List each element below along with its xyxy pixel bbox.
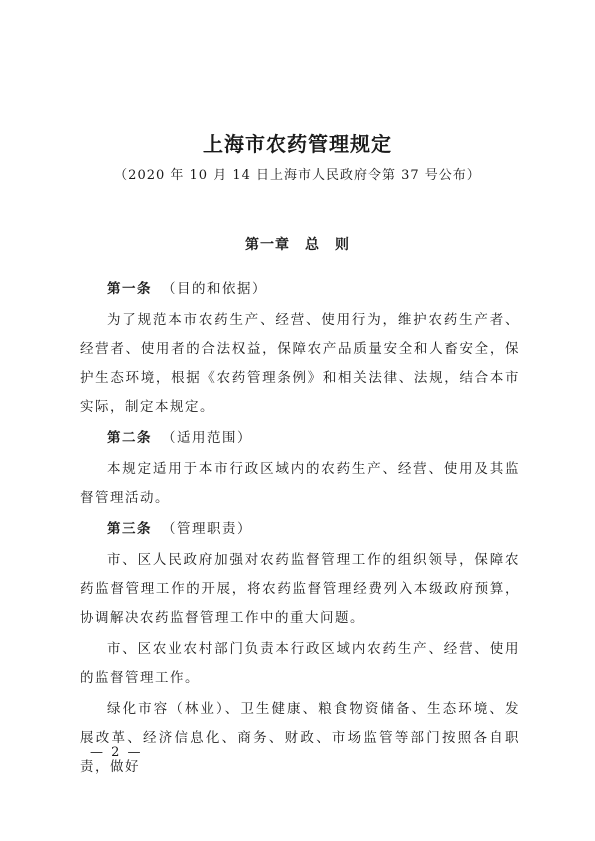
article-paragraph: 为了规范本市农药生产、经营、使用行为，维护农药生产者、经营者、使用者的合法权益，保障农产品质量安全和人畜安全，保护生态环境，根据《农药管理条例》和相关法律、法规，结合本市实际，制定本规定。 — [80, 312, 520, 415]
article-heading: （管理职责） — [162, 521, 252, 537]
page-number: — 2 — — [90, 745, 143, 760]
article-number: 第二条 — [107, 430, 152, 446]
article-paragraph: 市、区人民政府加强对农药监督管理工作的组织领导，保障农药监督管理工作的开展，将农药监督管理经费列入本级政府预算，协调解决农药监督管理工作中的重大问题。 — [80, 552, 520, 626]
document-body — [80, 275, 520, 784]
document-subtitle: （2020 年 10 月 14 日上海市人民政府令第 37 号公布） — [114, 168, 481, 183]
article-3-head — [80, 515, 520, 544]
article-heading: （适用范围） — [162, 430, 252, 446]
article-1-head — [80, 275, 520, 304]
article-number: 第三条 — [107, 521, 152, 537]
article-number: 第一条 — [107, 281, 152, 297]
article-paragraph: 本规定适用于本市行政区域内的农药生产、经营、使用及其监督管理活动。 — [80, 461, 520, 506]
article-paragraph: 绿化市容（林业）、卫生健康、粮食物资储备、生态环境、发展改革、经济信息化、商务、财政、市场监管等部门按照各自职责，做好 — [80, 701, 520, 775]
article-paragraph: 市、区农业农村部门负责本行政区域内农药生产、经营、使用的监督管理工作。 — [80, 641, 520, 686]
article-heading: （目的和依据） — [162, 281, 267, 297]
chapter-heading: 第一章 总 则 — [245, 237, 350, 253]
document-title: 上海市农药管理规定 — [203, 132, 392, 156]
article-2-head — [80, 424, 520, 453]
